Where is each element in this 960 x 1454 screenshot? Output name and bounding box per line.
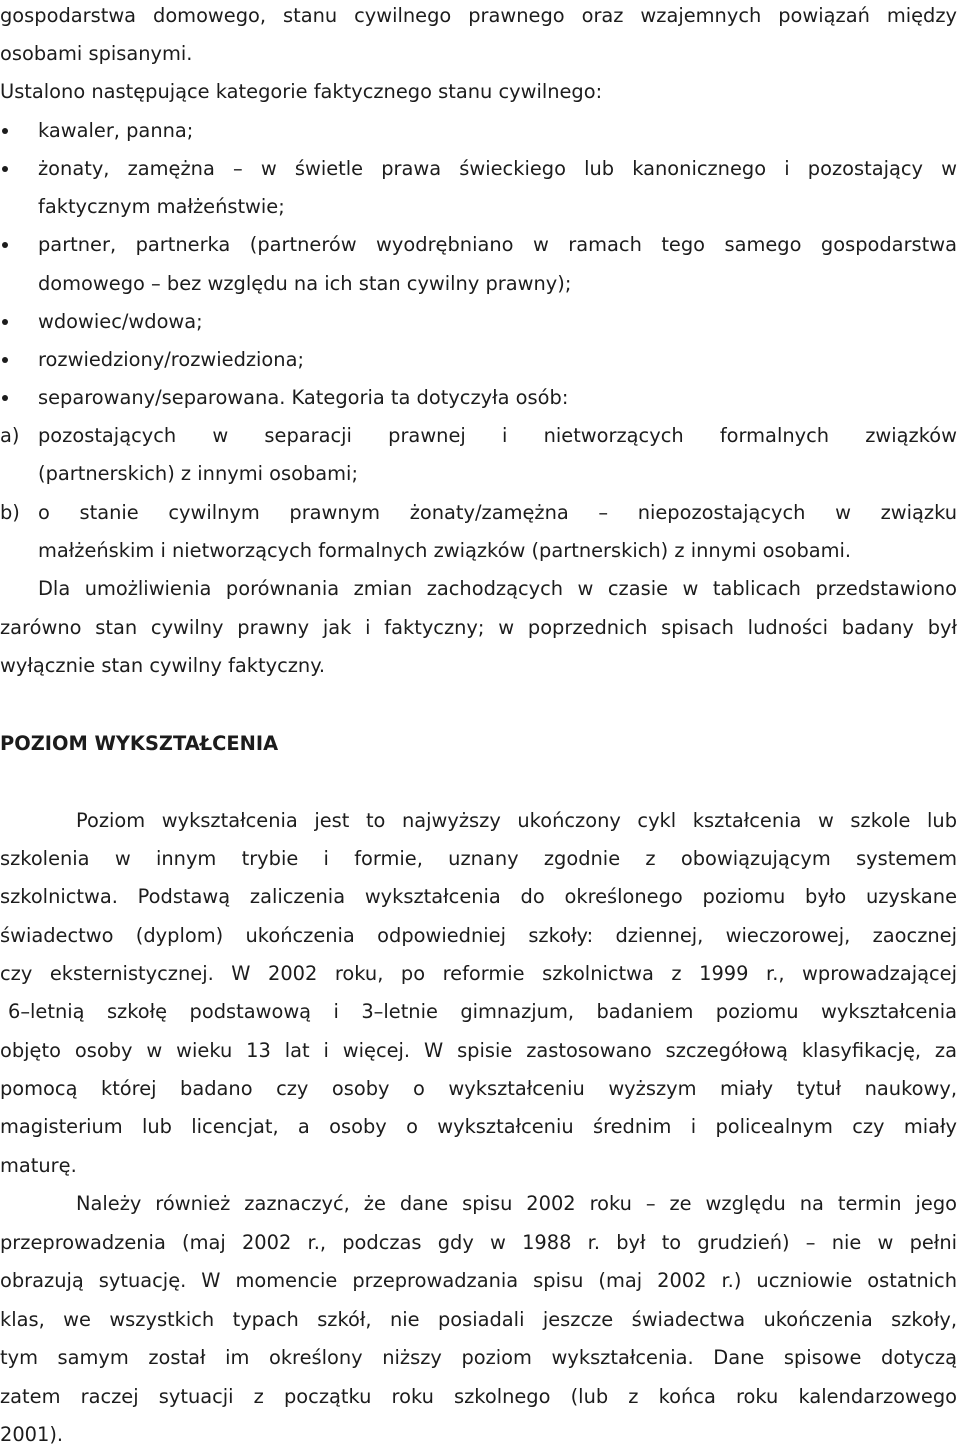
intro-line: gospodarstwa domowego, stanu cywilnego prawnego oraz wzajemnych powiązań między [0, 4, 957, 27]
paragraph-line: czy eksternistycznej. W 2002 roku, po reformie szkolnictwa z 1999 r., wprowadzającej [0, 962, 957, 985]
bullet-text: żonaty, zamężna – w świetle prawa świeckiego lub kanonicznego i pozostający w [38, 157, 957, 180]
paragraph-line: objęto osoby w wieku 13 lat i więcej. W spisie zastosowano szczegółową klasyfikację, za [0, 1039, 957, 1062]
bullet-continuation: domowego – bez względu na ich stan cywilny prawny); [38, 272, 572, 295]
bullet-icon [2, 319, 8, 325]
paragraph-line: obrazują sytuację. W momencie przeprowadzania spisu (maj 2002 r.) uczniowie ostatnich [0, 1269, 957, 1292]
paragraph-line: maturę. [0, 1154, 77, 1177]
section-heading: POZIOM WYKSZTAŁCENIA [0, 732, 279, 755]
intro-line: Ustalono następujące kategorie faktycznego stanu cywilnego: [0, 80, 603, 103]
paragraph-line: Należy również zaznaczyć, że dane spisu 2002 roku – ze względu na termin jego [76, 1192, 957, 1215]
paragraph-line: Dla umożliwienia porównania zmian zachodzących w czasie w tablicach przedstawiono [38, 577, 957, 600]
bullet-continuation: faktycznym małżeństwie; [38, 195, 285, 218]
bullet-text: partner, partnerka (partnerów wyodrębniano w ramach tego samego gospodarstwa [38, 233, 957, 256]
sub-item [0, 417, 957, 455]
paragraph-line: świadectwo (dyplom) ukończenia odpowiedniej szkoły: dziennej, wieczorowej, zaocznej [0, 924, 957, 947]
sub-item-label: a) [0, 424, 20, 447]
bullet-text: separowany/separowana. Kategoria ta dotyczyła osób: [38, 386, 569, 409]
bullet-icon [2, 166, 8, 172]
paragraph-line: zatem raczej sytuacji z początku roku szkolnego (lub z końca roku kalendarzowego [0, 1385, 957, 1408]
paragraph-line: tym samym został im określony niższy poziom wykształcenia. Dane spisowe dotyczą [0, 1346, 957, 1369]
bullet-item [0, 226, 957, 264]
paragraph-line: 6–letnią szkołę podstawową i 3–letnie gimnazjum, badaniem poziomu wykształcenia [8, 1000, 957, 1023]
bullet-icon [2, 242, 8, 248]
paragraph-line: klas, we wszystkich typach szkół, nie posiadali jeszcze świadectwa ukończenia szkoły, [0, 1308, 957, 1331]
paragraph-line: zarówno stan cywilny prawny jak i faktyczny; w poprzednich spisach ludności badany był [0, 616, 957, 639]
paragraph-line: szkolenia w innym trybie i formie, uznany zgodnie z obowiązującym systemem [0, 847, 957, 870]
bullet-item [0, 150, 957, 188]
paragraph-line: 2001). [0, 1423, 64, 1446]
bullet-item [0, 303, 957, 341]
bullet-text: wdowiec/wdowa; [38, 310, 203, 333]
paragraph-line: szkolnictwa. Podstawą zaliczenia wykształcenia do określonego poziomu było uzyskane [0, 885, 957, 908]
bullet-icon [2, 395, 8, 401]
bullet-item [0, 341, 957, 379]
sub-item-text: pozostających w separacji prawnej i nietworzących formalnych związków [38, 424, 957, 447]
bullet-icon [2, 357, 8, 363]
sub-item [0, 494, 957, 532]
paragraph-line: Poziom wykształcenia jest to najwyższy ukończony cykl kształcenia w szkole lub [76, 809, 957, 832]
sub-item-label: b) [0, 501, 20, 524]
bullet-item [0, 379, 957, 417]
paragraph-line: przeprowadzenia (maj 2002 r., podczas gdy w 1988 r. był to grudzień) – nie w pełni [0, 1231, 957, 1254]
sub-item-text: o stanie cywilnym prawnym żonaty/zamężna – niepozostających w związku [38, 501, 957, 524]
paragraph-line: magisterium lub licencjat, a osoby o wykształceniu średnim i policealnym czy miały [0, 1115, 957, 1138]
sub-item-continuation: (partnerskich) z innymi osobami; [38, 462, 358, 485]
bullet-icon [2, 128, 8, 134]
bullet-text: kawaler, panna; [38, 119, 194, 142]
bullet-item [0, 112, 957, 150]
sub-item-continuation: małżeńskim i nietworzących formalnych związków (partnerskich) z innymi osobami. [38, 539, 852, 562]
paragraph-line: pomocą której badano czy osoby o wykształceniu wyższym miały tytuł naukowy, [0, 1077, 957, 1100]
bullet-text: rozwiedziony/rozwiedziona; [38, 348, 305, 371]
intro-line: osobami spisanymi. [0, 42, 193, 65]
paragraph-line: wyłącznie stan cywilny faktyczny. [0, 654, 326, 677]
